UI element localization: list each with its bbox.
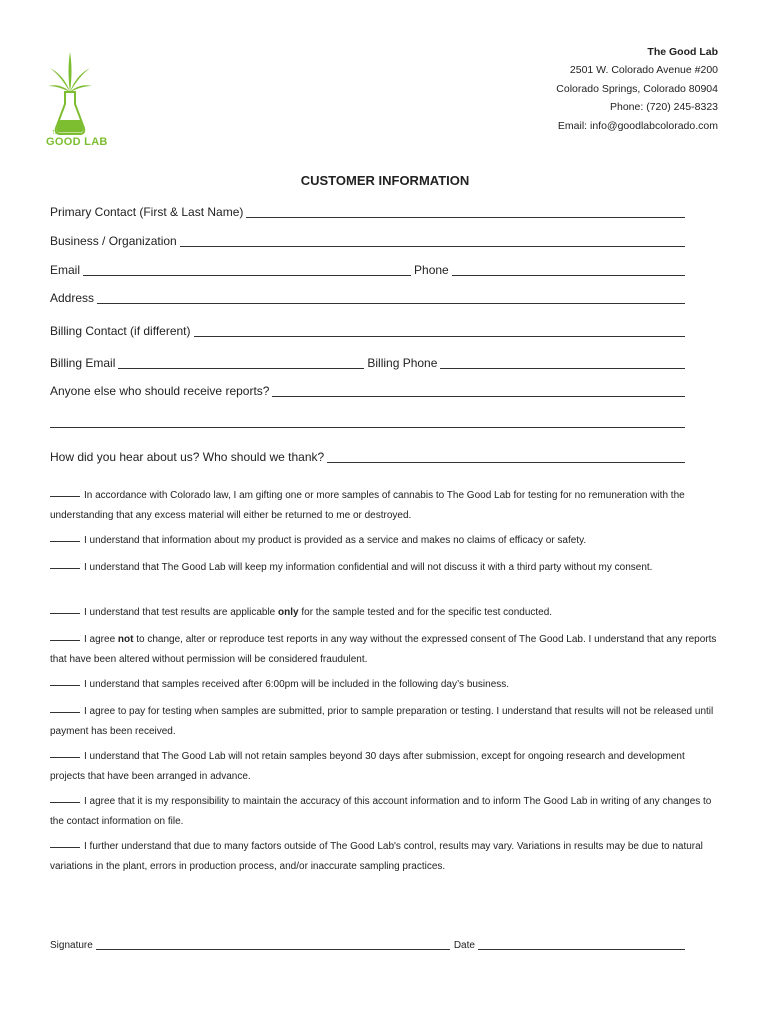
- statement-results-vary: I further understand that due to many factors outside of The Good Lab's control, results may vary. Variations in results may be due to natural variations in the plant, errors in production process, and/or inaccurate sampling practices.: [50, 841, 703, 872]
- primary-contact-row: [50, 201, 685, 219]
- address-email: Email: info@goodlabcolorado.com: [557, 119, 718, 132]
- initial-blank[interactable]: [50, 677, 80, 686]
- cannabis-leaf-flask-icon: [46, 48, 100, 143]
- initial-blank[interactable]: [50, 605, 80, 614]
- logo-prefix-text: The: [52, 130, 61, 136]
- address-label: Address: [50, 291, 95, 305]
- statement-payment: I agree to pay for testing when samples are submitted, prior to sample preparation or testing. I understand that results will not be released until payment has been received.: [50, 706, 714, 737]
- initial-blank[interactable]: [50, 560, 80, 569]
- business-field[interactable]: [180, 246, 685, 247]
- initial-blank[interactable]: [50, 839, 80, 848]
- initial-blank[interactable]: [50, 632, 80, 641]
- company-name: The Good Lab: [647, 46, 718, 58]
- business-label: Business / Organization: [50, 234, 177, 248]
- referral-row: [50, 446, 685, 464]
- billing-phone-label: Billing Phone: [367, 356, 438, 370]
- statement-retention: I understand that The Good Lab will not retain samples beyond 30 days after submission, except for ongoing research and development projects that have been arranged in advance.: [50, 751, 685, 782]
- initial-blank[interactable]: [50, 794, 80, 803]
- billing-email-label: Billing Email: [50, 356, 116, 370]
- address-city: Colorado Springs, Colorado 80904: [556, 82, 718, 95]
- billing-contact-row: [50, 320, 685, 338]
- form-title: CUSTOMER INFORMATION: [300, 173, 470, 188]
- referral-label: How did you hear about us? Who should we thank?: [50, 450, 325, 464]
- address-phone: Phone: (720) 245-8323: [610, 101, 718, 114]
- billing-email-field[interactable]: [118, 368, 364, 369]
- additional-recipients-label: Anyone else who should receive reports?: [50, 384, 270, 398]
- statement-gifting: In accordance with Colorado law, I am gifting one or more samples of cannabis to The Good Lab for testing for no remuneration with the understanding that any excess material will either be returned to me or destroyed.: [50, 490, 685, 521]
- signature-row: [50, 935, 685, 951]
- primary-contact-label: Primary Contact (First & Last Name): [50, 205, 244, 219]
- phone-label: Phone: [414, 263, 449, 277]
- address-field[interactable]: [97, 303, 685, 304]
- address-row: [50, 287, 685, 305]
- billing-contact-label: Billing Contact (if different): [50, 324, 191, 338]
- date-label: Date: [453, 940, 475, 951]
- email-phone-row: [50, 259, 685, 277]
- additional-recipients-row: [50, 380, 685, 398]
- signature-field[interactable]: [96, 949, 450, 950]
- company-logo: [46, 48, 108, 156]
- statement-cutoff-time: I understand that samples received after 6:00pm will be included in the following day’s business.: [50, 675, 722, 695]
- initial-blank[interactable]: [50, 533, 80, 542]
- statement-no-alter: I agree not to change, alter or reproduce test reports in any way without the expressed consent of The Good Lab. I understand that any reports that have been altered without permission will be considered fraudulent.: [50, 634, 717, 665]
- initial-blank[interactable]: [50, 704, 80, 713]
- statement-information: I understand that information about my product is provided as a service and makes no claims of efficacy or safety.: [50, 531, 722, 551]
- additional-recipients-field[interactable]: [272, 396, 685, 397]
- business-row: [50, 230, 685, 248]
- statement-results-applicable: I understand that test results are applicable only for the sample tested and for the specific test conducted.: [50, 603, 722, 623]
- billing-email-phone-row: [50, 352, 685, 370]
- company-address: [556, 43, 718, 135]
- email-field[interactable]: [83, 275, 411, 276]
- phone-field[interactable]: [452, 275, 685, 276]
- initial-blank[interactable]: [50, 749, 80, 758]
- statement-accuracy: I agree that it is my responsibility to maintain the accuracy of this account information and to inform The Good Lab in writing of any changes to the contact information on file.: [50, 796, 712, 827]
- email-label: Email: [50, 263, 81, 277]
- billing-phone-field[interactable]: [440, 368, 685, 369]
- signature-label: Signature: [50, 940, 93, 951]
- referral-field[interactable]: [327, 462, 685, 463]
- initial-blank[interactable]: [50, 488, 80, 497]
- date-field[interactable]: [478, 949, 685, 950]
- logo-text: GOOD LAB: [46, 136, 108, 148]
- primary-contact-field[interactable]: [246, 217, 685, 218]
- billing-contact-field[interactable]: [194, 336, 685, 337]
- additional-recipients-field-2[interactable]: [50, 427, 685, 428]
- statement-confidential: I understand that The Good Lab will keep my information confidential and will not discuss it with a third party without my consent.: [50, 558, 722, 578]
- address-street: 2501 W. Colorado Avenue #200: [569, 64, 718, 77]
